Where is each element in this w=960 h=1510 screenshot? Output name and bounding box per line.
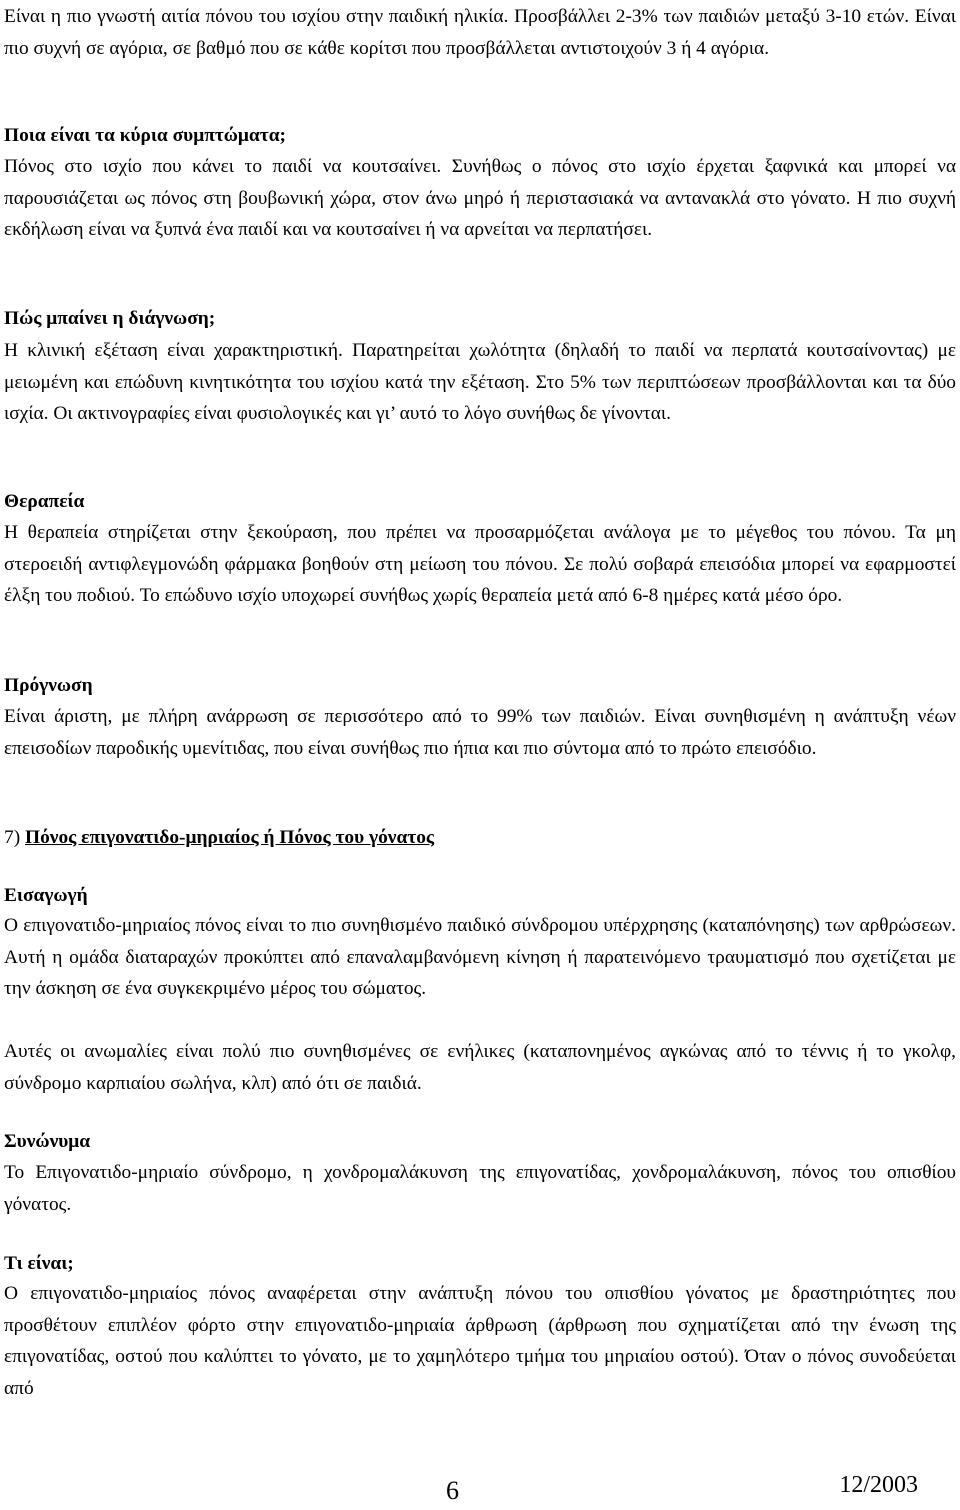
diagnosis-paragraph: Η κλινική εξέταση είναι χαρακτηριστική. Παρατηρείται χωλότητα (δηλαδή το παιδί να περπατά κουτσαίνοντας) με μειωμένη και επώδυνη κινητικότητα του ισχίου κατά την εξέταση. Στο 5% των περιπτώσεων προσβάλλονται και τα δύο ισχία. Οι ακτινογραφίες είναι φυσιολογικές και γι’ αυτό το λόγο συνήθως δε γίνονται. (4, 340, 956, 424)
introduction-paragraph-2: Αυτές οι ανωμαλίες είναι πολύ πιο συνηθισμένες σε ενήλικες (καταπονημένος αγκώνας από το τέννις ή το γκολφ, σύνδρομο καρπιαίου σωλήνα, κλπ) από ότι σε παιδιά. (4, 1041, 956, 1094)
section-7-title: Πόνος επιγονατιδο-μηριαίος ή Πόνος του γόνατος (25, 827, 435, 848)
symptoms-paragraph: Πόνος στο ισχίο που κάνει το παιδί να κουτσαίνει. Συνήθως ο πόνος στο ισχίο έρχεται ξαφνικά και μπορεί να παρουσιάζεται ως πόνος στη βουβωνική χώρα, στον άνω μηρό ή περιστασιακά να αντανακλά στο γόνατο. Η πιο συχνή εκδήλωση είναι να ξυπνά ένα παιδί και να κουτσαίνει ή να αρνείται να περπατήσει. (4, 156, 956, 240)
page-footer (0, 1470, 960, 1510)
footer-date: 12/2003 (839, 1472, 918, 1498)
therapy-heading: Θεραπεία (4, 491, 85, 512)
diagnosis-heading: Πώς μπαίνει η διάγνωση; (4, 308, 216, 329)
introduction-paragraph-1: Ο επιγονατιδο-μηριαίος πόνος είναι το πιο συνηθισμένο παιδικό σύνδρομου υπέρχρησης (καταπόνησης) των αρθρώσεων. Αυτή η ομάδα διαταραχών προκύπτει από επαναλαμβανόμενη κίνηση ή παρατεινόμενο τραυματισμό που σχετίζεται με την άσκηση σε ένα συγκεκριμένο μέρος του σώματος. (4, 915, 956, 999)
section-7-heading (4, 822, 956, 854)
symptoms-heading: Ποια είναι τα κύρια συμπτώματα; (4, 125, 286, 146)
what-is-heading: Τι είναι; (4, 1253, 74, 1274)
prognosis-heading: Πρόγνωση (4, 675, 93, 696)
section-7-number: 7) (4, 827, 26, 848)
synonyms-heading: Συνώνυμα (4, 1131, 91, 1152)
introduction-heading: Εισαγωγή (4, 885, 88, 906)
what-is-paragraph: Ο επιγονατιδο-μηριαίος πόνος αναφέρεται στην ανάπτυξη πόνου του οπισθίου γόνατος με δραστηριότητες που προσθέτουν επιπλέον φόρτο στην επιγονατιδο-μηριαία άρθρωση (άρθρωση που σχηματίζεται από την ένωση της επιγονατίδας, οστού που καλύπτει το γόνατο, με το χαμηλότερο τμήμα του μηριαίου οστού). Όταν ο πόνος συνοδεύεται από (4, 1283, 956, 1399)
page-number: 6 (446, 1476, 459, 1505)
prognosis-paragraph: Είναι άριστη, με πλήρη ανάρρωση σε περισσότερο από το 99% των παιδιών. Είναι συνηθισμένη η ανάπτυξη νέων επεισοδίων παροδικής υμενίτιδας, που είναι συνήθως πιο ήπια και πιο σύντομα από το πρώτο επεισόδιο. (4, 706, 956, 759)
synonyms-paragraph: Το Επιγονατιδο-μηριαίο σύνδρομο, η χονδρομαλάκυνση της επιγονατίδας, χονδρομαλάκυνση, πόνος του οπισθίου γόνατος. (4, 1162, 956, 1215)
therapy-paragraph: Η θεραπεία στηρίζεται στην ξεκούραση, που πρέπει να προσαρμόζεται ανάλογα με το μέγεθος του πόνου. Τα μη στεροειδή αντιφλεγμονώδη φάρμακα βοηθούν στη μείωση του πόνου. Σε πολύ σοβαρά επεισόδια μπορεί να εφαρμοστεί έλξη του ποδιού. Το επώδυνο ισχίο υποχωρεί συνήθως χωρίς θεραπεία μετά από 6-8 ημέρες κατά μέσο όρο. (4, 522, 956, 606)
intro-paragraph: Είναι η πιο γνωστή αιτία πόνου του ισχίου στην παιδική ηλικία. Προσβάλλει 2-3% των παιδιών μεταξύ 3-10 ετών. Είναι πιο συχνή σε αγόρια, σε βαθμό που σε κάθε κορίτσι που προσβάλλεται αντιστοιχούν 3 ή 4 αγόρια. (4, 6, 956, 59)
